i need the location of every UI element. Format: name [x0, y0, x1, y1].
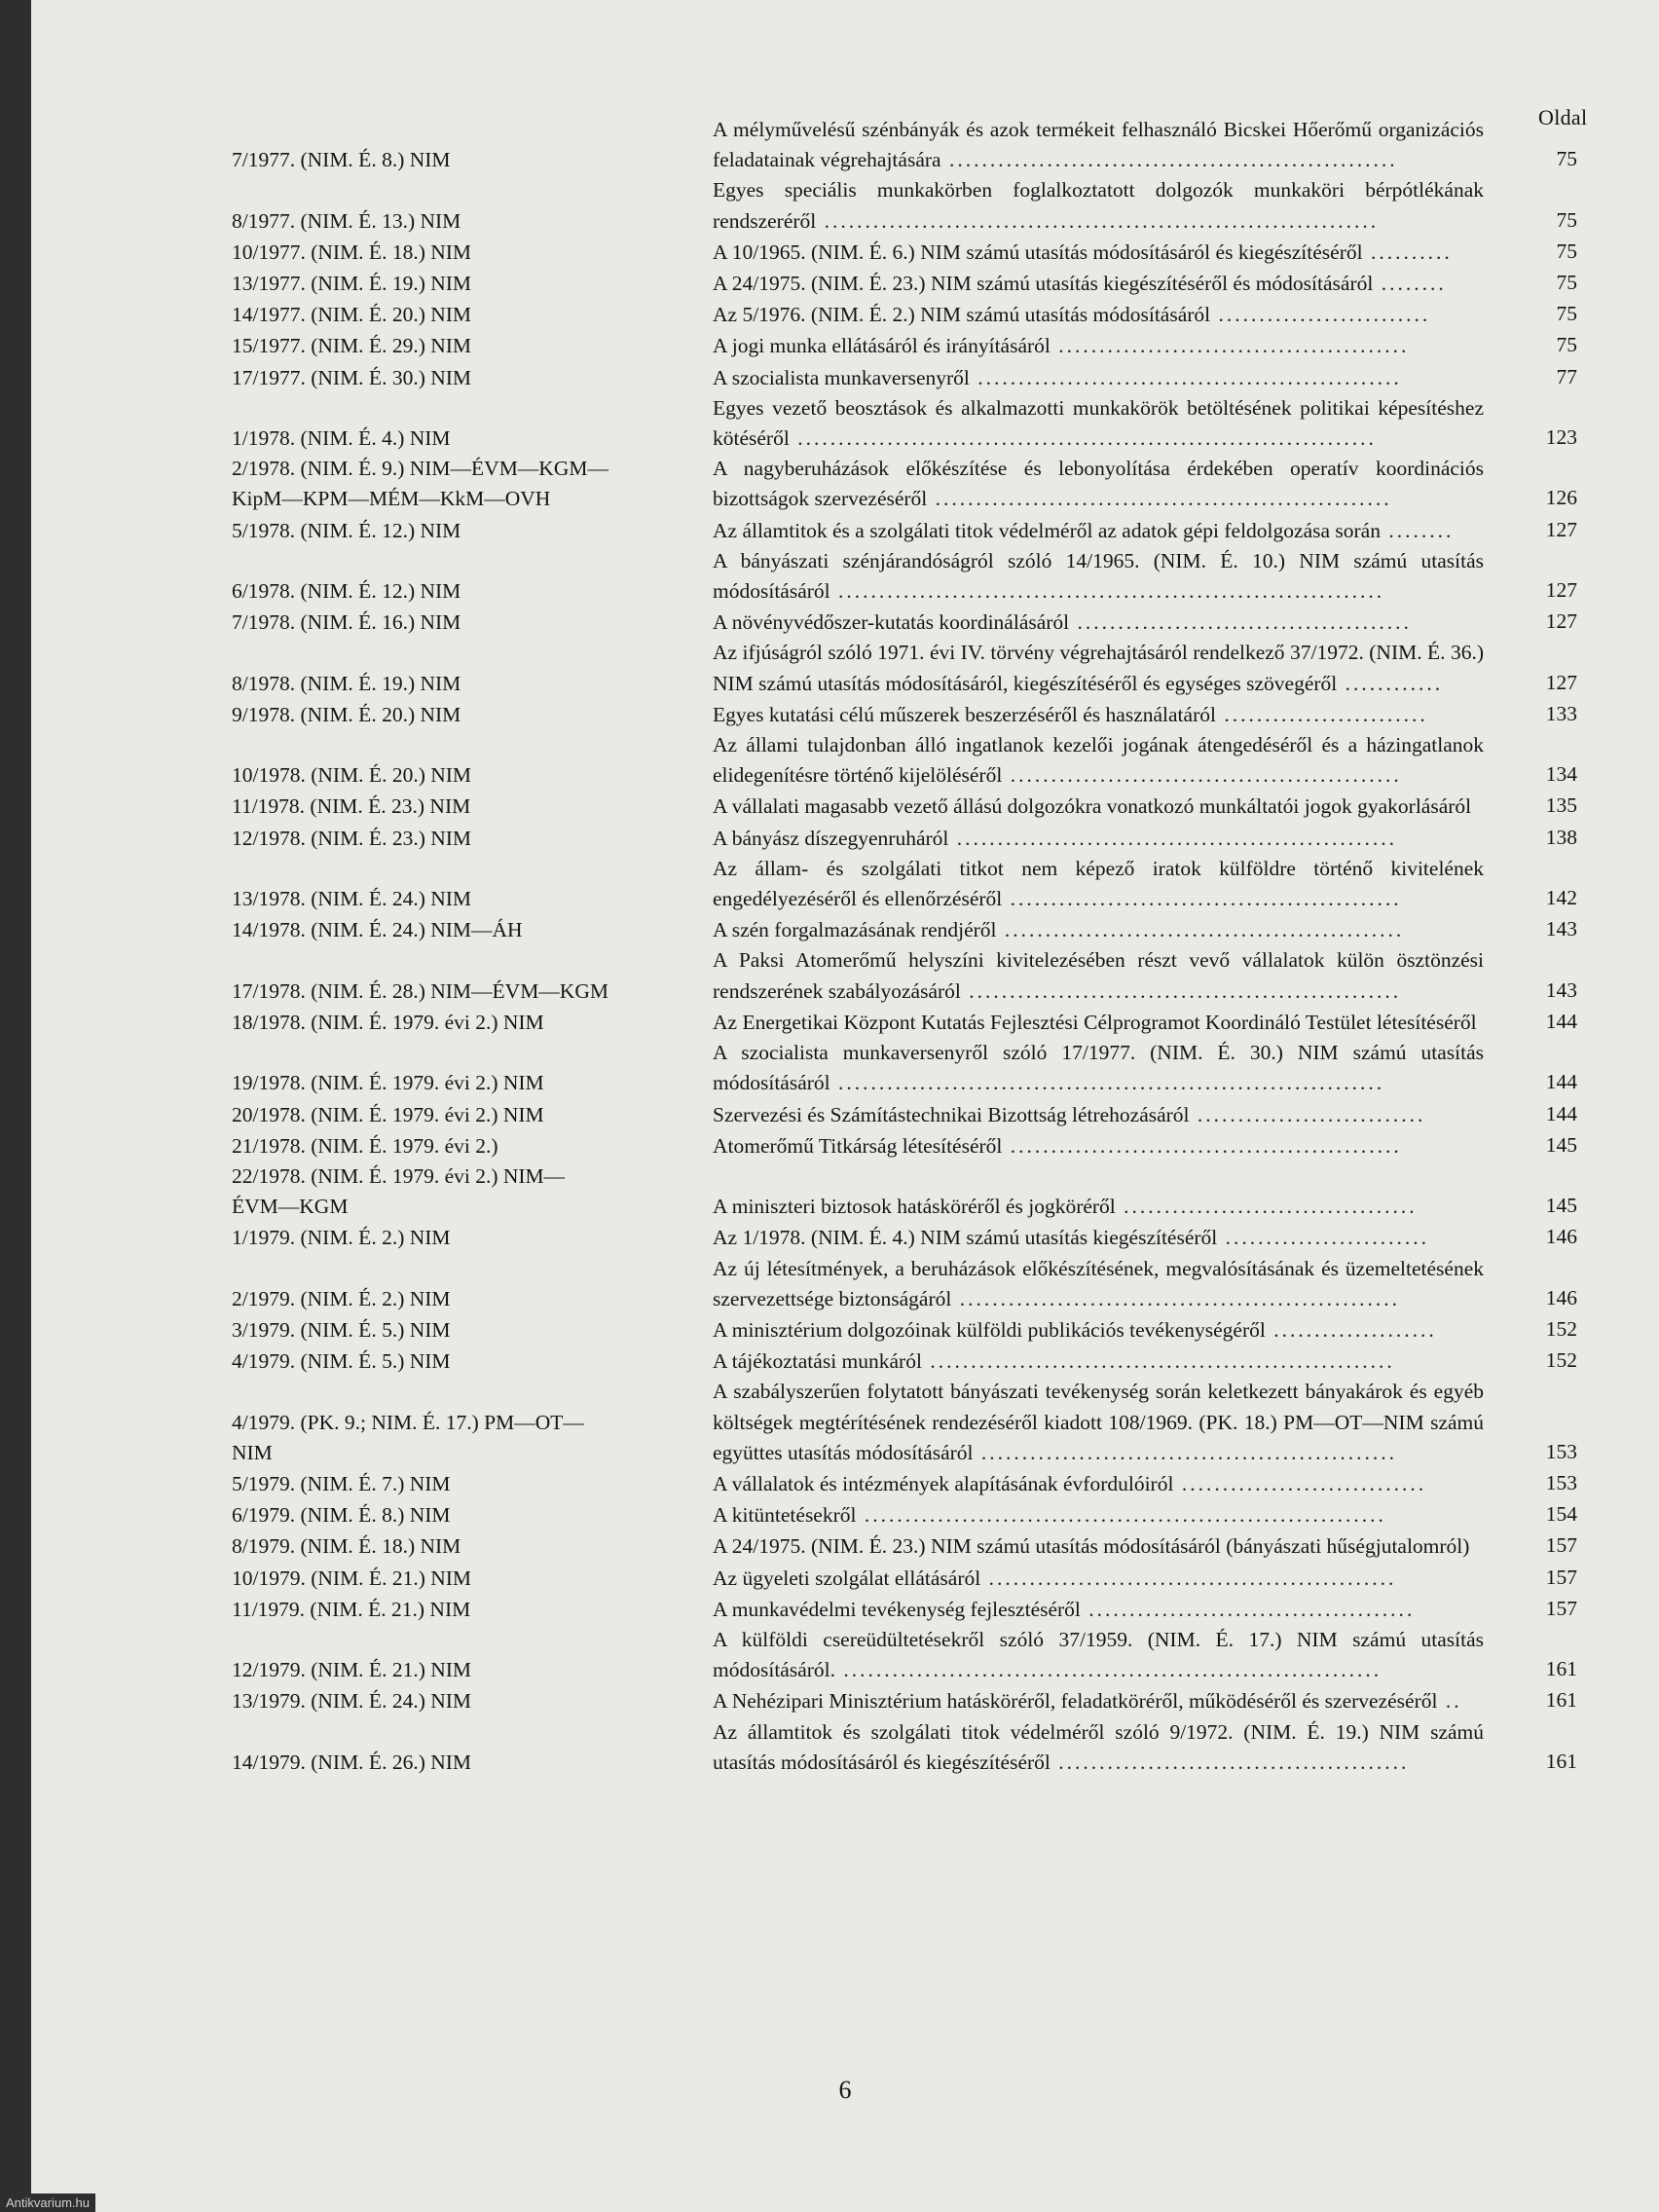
entry-title — [713, 175, 1484, 236]
entry-title — [713, 608, 1484, 638]
dot-leader: ....................................................................... — [789, 426, 1377, 451]
dot-leader: .......................... — [1210, 303, 1431, 327]
entry-title-text: Egyes vezető beosztások és alkalmazotti munkakörök betöltésének politikai képesítéshez kötéséről — [713, 395, 1484, 451]
toc-entry — [232, 791, 1614, 822]
entry-code: 20/1978. (NIM. É. 1979. évi 2.) NIM — [232, 1102, 544, 1126]
toc-entry — [232, 1038, 1614, 1098]
entry-title — [713, 516, 1484, 546]
entry-page-number: 153 — [1545, 1470, 1577, 1494]
entry-title — [713, 454, 1484, 514]
entry-title — [713, 1686, 1484, 1716]
entry-code: 22/1978. (NIM. É. 1979. évi 2.) NIM— ÉVM—KGM — [232, 1163, 566, 1219]
toc-entry — [232, 546, 1614, 607]
entry-page-number: 144 — [1545, 1070, 1577, 1094]
entry-title-text: Az államtitok és a szolgálati titok védelméről az adatok gépi feldolgozása során — [713, 518, 1381, 542]
entry-title-text: Az új létesítmények, a beruházások előkészítésének, megvalósításának és üzemeltetésének szervezettsége biztonságáról — [713, 1256, 1484, 1310]
dot-leader: .............................. — [1173, 1471, 1427, 1495]
entry-code: 21/1978. (NIM. É. 1979. évi 2.) — [232, 1133, 498, 1158]
dot-leader: ..................................................... — [960, 978, 1402, 1003]
dot-leader: .................... — [1265, 1317, 1437, 1342]
entry-page-number: 135 — [1545, 793, 1577, 818]
entry-code: 10/1978. (NIM. É. 20.) NIM — [232, 763, 472, 788]
entry-code: 4/1979. (NIM. É. 5.) NIM — [232, 1349, 451, 1374]
entry-title-text: A szocialista munkaversenyről — [713, 365, 970, 389]
entry-page-number: 144 — [1545, 1009, 1577, 1033]
toc-entry — [232, 1499, 1614, 1530]
entry-code: 14/1979. (NIM. É. 26.) NIM — [232, 1750, 472, 1774]
entry-page-number: 143 — [1545, 917, 1577, 941]
entry-code: 10/1977. (NIM. É. 18.) NIM — [232, 240, 472, 264]
toc-entry — [232, 1346, 1614, 1377]
entry-title-text: A munkavédelmi tevékenység fejlesztéséről — [713, 1597, 1081, 1621]
toc-entry — [232, 1161, 1614, 1222]
entry-page-number: 146 — [1545, 1285, 1577, 1309]
entry-title — [713, 300, 1484, 330]
entry-code: 1/1979. (NIM. É. 2.) NIM — [232, 1226, 451, 1250]
entry-page-number: 75 — [1556, 239, 1577, 263]
entry-title-text: A 24/1975. (NIM. É. 23.) NIM számú utasítás módosításáról (bányászati hűségjutalomról) — [713, 1534, 1470, 1559]
toc-entry — [232, 1530, 1614, 1562]
entry-code: 14/1978. (NIM. É. 24.) NIM—ÁH — [232, 918, 523, 942]
entry-page-number: 127 — [1545, 609, 1577, 634]
entry-page-number: 127 — [1545, 517, 1577, 541]
entry-code: 2/1979. (NIM. É. 2.) NIM — [232, 1286, 451, 1310]
dot-leader: .. — [1437, 1689, 1462, 1714]
toc-entry — [232, 1594, 1614, 1625]
entry-page-number: 144 — [1545, 1101, 1577, 1125]
entry-title-text: Az ügyeleti szolgálat ellátásáról — [713, 1566, 981, 1590]
toc-entry — [232, 237, 1614, 268]
entry-title — [713, 269, 1484, 299]
entry-page-number: 154 — [1545, 1502, 1577, 1527]
toc-entry — [232, 1007, 1614, 1038]
entry-page-number: 142 — [1545, 886, 1577, 910]
toc-entry — [232, 638, 1614, 698]
toc-entry — [232, 1625, 1614, 1685]
dot-leader: .................................................................. — [835, 1658, 1382, 1682]
dot-leader: ........................................ — [1080, 1597, 1416, 1621]
dot-leader: .................................................. — [980, 1566, 1397, 1590]
entry-code: 10/1979. (NIM. É. 21.) NIM — [232, 1566, 472, 1590]
entry-title-text: A kitüntetésekről — [713, 1503, 857, 1528]
entry-page-number: 75 — [1556, 271, 1577, 295]
toc-entry — [232, 730, 1614, 791]
entry-title — [713, 1595, 1484, 1625]
entry-code: 2/1978. (NIM. É. 9.) NIM—ÉVM—KGM— KipM—KPM—MÉM—KkM—OVH — [232, 457, 608, 511]
entry-title-text: A tájékoztatási munkáról — [713, 1349, 922, 1374]
entry-page-number: 161 — [1545, 1688, 1577, 1713]
entry-title-text: Az 5/1976. (NIM. É. 2.) NIM számú utasítás módosításáról — [713, 303, 1211, 327]
entry-page-number: 146 — [1545, 1225, 1577, 1249]
entry-code: 7/1977. (NIM. É. 8.) NIM — [232, 148, 451, 172]
entry-title — [713, 1254, 1484, 1314]
entry-code: 13/1978. (NIM. É. 24.) NIM — [232, 887, 472, 911]
entry-title-text: A mélyművelésű szénbányák és azok termékeit felhasználó Bicskei Hőerőmű organizációs feladatainak végrehajtására — [713, 118, 1484, 172]
entry-code: 8/1979. (NIM. É. 18.) NIM — [232, 1534, 461, 1559]
entry-code: 12/1979. (NIM. É. 21.) NIM — [232, 1658, 472, 1682]
watermark: Antikvarium.hu — [0, 2194, 95, 2212]
entry-page-number: 123 — [1545, 425, 1577, 450]
entry-title-text: Szervezési és Számítástechnikai Bizottság létrehozásáról — [713, 1102, 1190, 1126]
toc-entry — [232, 854, 1614, 914]
dot-leader: .......... — [1362, 240, 1453, 264]
dot-leader: .................................... — [1115, 1195, 1418, 1219]
entry-title — [713, 1100, 1484, 1130]
table-of-contents — [232, 115, 1614, 1778]
entry-title-text: A Nehézipari Minisztérium hatásköréről, feladatköréről, működéséről és szervezéséről — [713, 1689, 1438, 1714]
entry-code: 5/1978. (NIM. É. 12.) NIM — [232, 518, 461, 542]
entry-title — [713, 1315, 1484, 1346]
dot-leader: ................................................ — [1002, 887, 1402, 911]
toc-entry — [232, 299, 1614, 330]
entry-page-number: 127 — [1545, 578, 1577, 603]
toc-entry — [232, 1254, 1614, 1314]
entry-title-text: A szén forgalmazásának rendjéről — [713, 918, 997, 942]
entry-page-number: 153 — [1545, 1439, 1577, 1463]
entry-code: 8/1977. (NIM. É. 13.) NIM — [232, 208, 461, 233]
dot-leader: ................................................................ — [856, 1503, 1386, 1528]
entry-code: 14/1977. (NIM. É. 20.) NIM — [232, 303, 472, 327]
toc-entry — [232, 699, 1614, 730]
entry-page-number: 77 — [1556, 364, 1577, 388]
entry-title — [713, 824, 1484, 854]
toc-entry — [232, 362, 1614, 393]
dot-leader: ................................................. — [996, 918, 1405, 942]
entry-code: 1/1978. (NIM. É. 4.) NIM — [232, 426, 451, 451]
entry-title-text: A szabályszerűen folytatott bányászati tevékenység során keletkezett bányakárok és egyéb költségek megtérítésének rendezéséről kiadott 108/1969. (PK. 18.) PM—OT—NIM számú együttes utasítás módosításáról — [713, 1380, 1484, 1464]
entry-code: 6/1978. (NIM. É. 12.) NIM — [232, 579, 461, 604]
entry-title-text: A külföldi csereüdültetésekről szóló 37/1959. (NIM. É. 17.) NIM számú utasítás módosításáról. — [713, 1627, 1484, 1682]
entry-title-text: A Paksi Atomerőmű helyszíni kivitelezésében részt vevő vállalatok külön ösztönzési rendszerének szabályozásáról — [713, 948, 1484, 1003]
entry-title-text: A 24/1975. (NIM. É. 23.) NIM számú utasítás kiegészítéséről és módosításáról — [713, 272, 1374, 296]
entry-code: 13/1979. (NIM. É. 24.) NIM — [232, 1689, 472, 1714]
entry-title — [713, 915, 1484, 945]
entry-title-text: Az ifjúságról szóló 1971. évi IV. törvény végrehajtásáról rendelkező 37/1972. (NIM. É. 36.) NIM számú utasítás módosításáról, kiegészítéséről és egységes szövegéről — [713, 641, 1484, 695]
entry-title — [713, 393, 1484, 454]
entry-title — [713, 730, 1484, 791]
entry-title — [713, 945, 1484, 1006]
entry-title-text: Egyes speciális munkakörben foglalkoztatott dolgozók munkaköri bérpótlékának rendszeréről — [713, 178, 1484, 233]
entry-code: 7/1978. (NIM. É. 16.) NIM — [232, 610, 461, 635]
entry-page-number: 138 — [1545, 825, 1577, 849]
entry-title-text: A szocialista munkaversenyről szóló 17/1977. (NIM. É. 30.) NIM számú utasítás módosításáról — [713, 1041, 1484, 1095]
dot-leader: ................................................ — [1002, 1133, 1402, 1158]
toc-entry — [232, 914, 1614, 945]
entry-title-text: Az Energetikai Központ Kutatás Fejlesztési Célprogramot Koordináló Testület létesítéséről — [713, 1010, 1477, 1034]
entry-title — [713, 792, 1484, 822]
entry-title-text: A 10/1965. (NIM. É. 6.) NIM számú utasítás módosításáról és kiegészítéséről — [713, 240, 1363, 264]
toc-entry — [232, 115, 1614, 175]
entry-page-number: 75 — [1556, 333, 1577, 357]
dot-leader: ......................................................... — [921, 1349, 1395, 1374]
toc-entry — [232, 1563, 1614, 1594]
document-page — [31, 0, 1659, 2212]
entry-title-text: A minisztérium dolgozóinak külföldi publikációs tevékenységéről — [713, 1317, 1266, 1342]
entry-title — [713, 1500, 1484, 1530]
entry-title — [713, 700, 1484, 730]
toc-entry — [232, 454, 1614, 514]
entry-title — [713, 238, 1484, 268]
entry-title-text: A vállalati magasabb vezető állású dolgozókra vonatkozó munkáltatói jogok gyakorlásáról — [713, 794, 1472, 819]
entry-code: 12/1978. (NIM. É. 23.) NIM — [232, 826, 472, 850]
entry-title-text: Atomerőmű Titkárság létesítéséről — [713, 1133, 1003, 1158]
entry-code: 3/1979. (NIM. É. 5.) NIM — [232, 1317, 451, 1342]
entry-title — [713, 1377, 1484, 1468]
entry-page-number: 145 — [1545, 1194, 1577, 1218]
dot-leader: ....................................................... — [940, 148, 1398, 172]
entry-page-number: 133 — [1545, 701, 1577, 725]
toc-entry — [232, 945, 1614, 1006]
entry-page-number: 152 — [1545, 1348, 1577, 1373]
entry-code: 17/1977. (NIM. É. 30.) NIM — [232, 365, 472, 389]
entry-title — [713, 1531, 1484, 1562]
toc-entry — [232, 1130, 1614, 1161]
entry-title-text: A nagyberuházások előkészítése és lebonyolítása érdekében operatív koordinációs bizottságok szervezéséről — [713, 457, 1484, 511]
dot-leader: ......................................... — [1069, 610, 1412, 635]
toc-entry — [232, 515, 1614, 546]
toc-entry — [232, 1377, 1614, 1468]
entry-title — [713, 1008, 1484, 1038]
entry-code: 19/1978. (NIM. É. 1979. évi 2.) NIM — [232, 1071, 544, 1095]
entry-page-number: 75 — [1556, 207, 1577, 232]
entry-title — [713, 546, 1484, 607]
entry-title-text: Egyes kutatási célú műszerek beszerzéséről és használatáról — [713, 702, 1216, 726]
entry-title-text: Az 1/1978. (NIM. É. 4.) NIM számú utasítás kiegészítéséről — [713, 1226, 1218, 1250]
dot-leader: ........................................................ — [927, 487, 1392, 511]
dot-leader: ................................................................... — [830, 1071, 1385, 1095]
dot-leader: .................................................................... — [816, 208, 1380, 233]
entry-title-text: A miniszteri biztosok hatásköréről és jogköréről — [713, 1195, 1116, 1219]
entry-title — [713, 1469, 1484, 1499]
toc-entry — [232, 823, 1614, 854]
entry-code: 11/1978. (NIM. É. 23.) NIM — [232, 794, 471, 819]
entry-title — [713, 1038, 1484, 1098]
toc-entry — [232, 1099, 1614, 1130]
dot-leader: ................................................................... — [830, 579, 1385, 604]
dot-leader: ......................... — [1215, 702, 1428, 726]
entry-code: 17/1978. (NIM. É. 28.) NIM—ÉVM—KGM — [232, 978, 608, 1003]
entry-title — [713, 363, 1484, 393]
dot-leader: ...................................................... — [948, 826, 1398, 850]
toc-entry — [232, 1222, 1614, 1253]
entry-title — [713, 1564, 1484, 1594]
entry-page-number: 157 — [1545, 1533, 1577, 1558]
toc-entry — [232, 607, 1614, 638]
entry-title-text: Az állami tulajdonban álló ingatlanok kezelői jogának átengedéséről és a házingatlanok elidegenítésre történő kijelöléséről — [713, 733, 1484, 788]
entry-title — [713, 1192, 1484, 1222]
entry-code: 4/1979. (PK. 9.; NIM. É. 17.) PM—OT— NIM — [232, 1410, 584, 1464]
toc-entry — [232, 1314, 1614, 1346]
entry-code: 6/1979. (NIM. É. 8.) NIM — [232, 1503, 451, 1528]
dot-leader: ......................... — [1217, 1226, 1430, 1250]
entry-title — [713, 115, 1484, 175]
page-number: 6 — [838, 2076, 852, 2104]
toc-entry — [232, 1468, 1614, 1499]
entry-page-number: 75 — [1556, 302, 1577, 326]
entry-page-number: 161 — [1545, 1749, 1577, 1773]
dot-leader: ................................................ — [1002, 763, 1402, 788]
dot-leader: ........ — [1380, 518, 1455, 542]
toc-entry — [232, 1717, 1614, 1778]
entry-code: 5/1979. (NIM. É. 7.) NIM — [232, 1471, 451, 1495]
entry-page-number: 152 — [1545, 1316, 1577, 1341]
dot-leader: ...................................................... — [951, 1286, 1400, 1310]
entry-page-number: 157 — [1545, 1596, 1577, 1620]
dot-leader: ........................................... — [1050, 334, 1410, 358]
entry-title-text: Az államtitok és szolgálati titok védelméről szóló 9/1972. (NIM. É. 19.) NIM számú utasítás módosításáról és kiegészítéséről — [713, 1719, 1484, 1774]
dot-leader: ........ — [1373, 272, 1447, 296]
entry-code: 15/1977. (NIM. É. 29.) NIM — [232, 334, 472, 358]
entry-page-number: 161 — [1545, 1657, 1577, 1681]
entry-title — [713, 1717, 1484, 1778]
entry-title — [713, 854, 1484, 914]
toc-entry — [232, 175, 1614, 236]
entry-title — [713, 1131, 1484, 1161]
entry-code: 8/1978. (NIM. É. 19.) NIM — [232, 671, 461, 695]
entry-title — [713, 1223, 1484, 1253]
entry-code: 18/1978. (NIM. É. 1979. évi 2.) NIM — [232, 1010, 544, 1034]
dot-leader: ............................ — [1189, 1102, 1426, 1126]
entry-page-number: 134 — [1545, 762, 1577, 787]
entry-page-number: 126 — [1545, 486, 1577, 510]
entry-title-text: A jogi munka ellátásáról és irányításáról — [713, 334, 1051, 358]
entry-page-number: 127 — [1545, 670, 1577, 694]
dot-leader: .................................................... — [969, 365, 1402, 389]
entry-title — [713, 1625, 1484, 1685]
dot-leader: ................................................... — [973, 1440, 1398, 1464]
dot-leader: ............ — [1337, 671, 1444, 695]
entry-title-text: Az állam- és szolgálati titkot nem képező iratok külföldre történő kivitelének engedélyezéséről és ellenőrzéséről — [713, 856, 1484, 911]
entry-code: 11/1979. (NIM. É. 21.) NIM — [232, 1597, 471, 1621]
entry-title — [713, 638, 1484, 698]
entry-title-text: A vállalatok és intézmények alapításának évfordulóiról — [713, 1471, 1174, 1495]
entry-title — [713, 1346, 1484, 1377]
entry-page-number: 157 — [1545, 1565, 1577, 1589]
entry-page-number: 143 — [1545, 977, 1577, 1002]
entry-title-text: A növényvédőszer-kutatás koordinálásáról — [713, 610, 1070, 635]
dot-leader: ........................................... — [1050, 1750, 1410, 1774]
page-column-header: Oldal — [1538, 105, 1588, 129]
entry-title — [713, 331, 1484, 361]
entry-code: 13/1977. (NIM. É. 19.) NIM — [232, 272, 472, 296]
toc-entry — [232, 393, 1614, 454]
entry-title-text: A bányászati szénjárandóságról szóló 14/1965. (NIM. É. 10.) NIM számú utasítás módosításáról — [713, 548, 1484, 604]
entry-code: 9/1978. (NIM. É. 20.) NIM — [232, 702, 461, 726]
entry-page-number: 145 — [1545, 1132, 1577, 1157]
entry-title-text: A bányász díszegyenruháról — [713, 826, 949, 850]
entry-page-number: 75 — [1556, 147, 1577, 171]
toc-entry — [232, 268, 1614, 299]
toc-entry — [232, 1685, 1614, 1716]
toc-entry — [232, 330, 1614, 361]
